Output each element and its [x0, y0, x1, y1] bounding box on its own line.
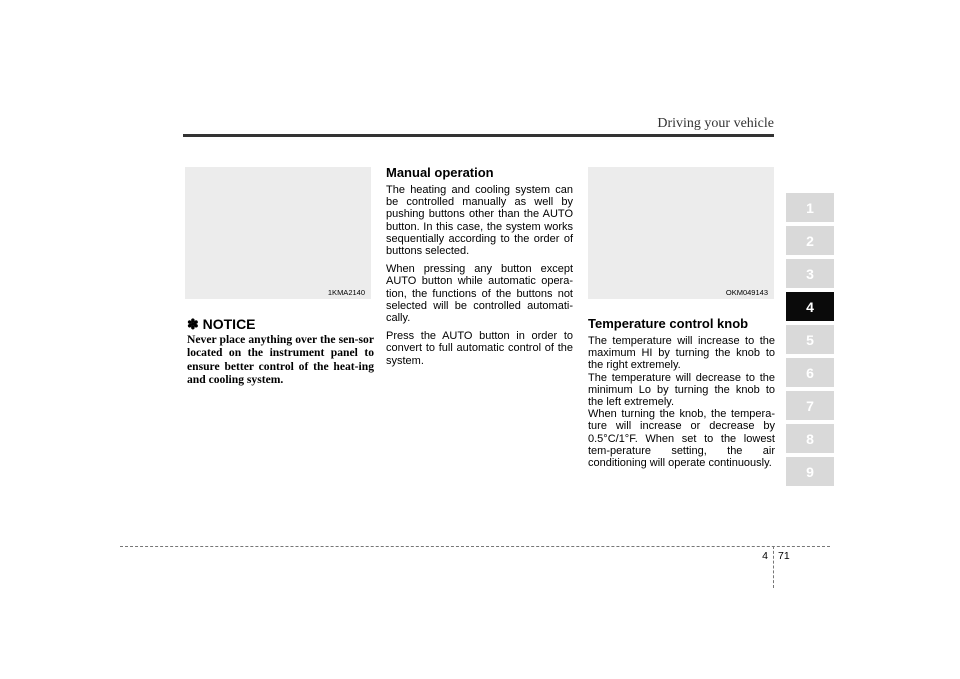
- manual-paragraph: When pressing any button except AUTO button while automatic opera-tion, the functions of the buttons not selected will be controlled automati-cally.: [386, 263, 573, 325]
- manual-operation-text: [386, 184, 573, 373]
- chapter-tab-3[interactable]: 3: [786, 259, 834, 288]
- chapter-tab-4[interactable]: 4: [786, 292, 834, 321]
- chapter-tab-5[interactable]: 5: [786, 325, 834, 354]
- notice-text: Never place anything over the sen-sor located on the instrument panel to ensure better control of the heat-ing and cooling system.: [187, 333, 374, 387]
- chapter-tab-7[interactable]: 7: [786, 391, 834, 420]
- footer-chapter-number: 4: [762, 550, 768, 562]
- sensor-figure: [185, 167, 371, 299]
- manual-operation-title: Manual operation: [386, 165, 494, 180]
- footer-rule: [120, 546, 830, 547]
- temperature-paragraph: The temperature will increase to the maximum HI by turning the knob to the right extremely.: [588, 335, 775, 372]
- sensor-figure-code: 1KMA2140: [327, 288, 365, 297]
- notice-symbol-icon: ✽: [187, 316, 199, 332]
- chapter-tab-1[interactable]: 1: [786, 193, 834, 222]
- footer-page-number: 71: [778, 550, 790, 562]
- page-number-divider: [773, 546, 774, 588]
- chapter-tabs: [786, 193, 834, 490]
- temperature-paragraph: When turning the knob, the tempera-ture will increase or decrease by 0.5°C/1°F. When set to the lowest tem-perature setting, the air conditioning will operate continuously.: [588, 408, 775, 470]
- manual-paragraph: The heating and cooling system can be controlled manually as well by pushing buttons other than the AUTO button. In this case, the system works sequentially according to the order of buttons selected.: [386, 184, 573, 258]
- temperature-control-text: [588, 335, 775, 469]
- chapter-tab-8[interactable]: 8: [786, 424, 834, 453]
- knob-figure-code: OKM049143: [725, 288, 768, 297]
- header-rule: [183, 134, 774, 137]
- temperature-paragraph: The temperature will decrease to the minimum Lo by turning the knob to the left extremely.: [588, 371, 775, 409]
- chapter-tab-9[interactable]: 9: [786, 457, 834, 486]
- manual-paragraph: Press the AUTO button in order to convert to full automatic control of the system.: [386, 330, 573, 367]
- temperature-control-title: Temperature control knob: [588, 316, 749, 331]
- temperature-knob-figure: [588, 167, 774, 299]
- chapter-tab-6[interactable]: 6: [786, 358, 834, 387]
- running-header-title: Driving your vehicle: [657, 116, 774, 131]
- notice-title: [187, 316, 256, 333]
- chapter-tab-2[interactable]: 2: [786, 226, 834, 255]
- notice-label: NOTICE: [202, 316, 256, 332]
